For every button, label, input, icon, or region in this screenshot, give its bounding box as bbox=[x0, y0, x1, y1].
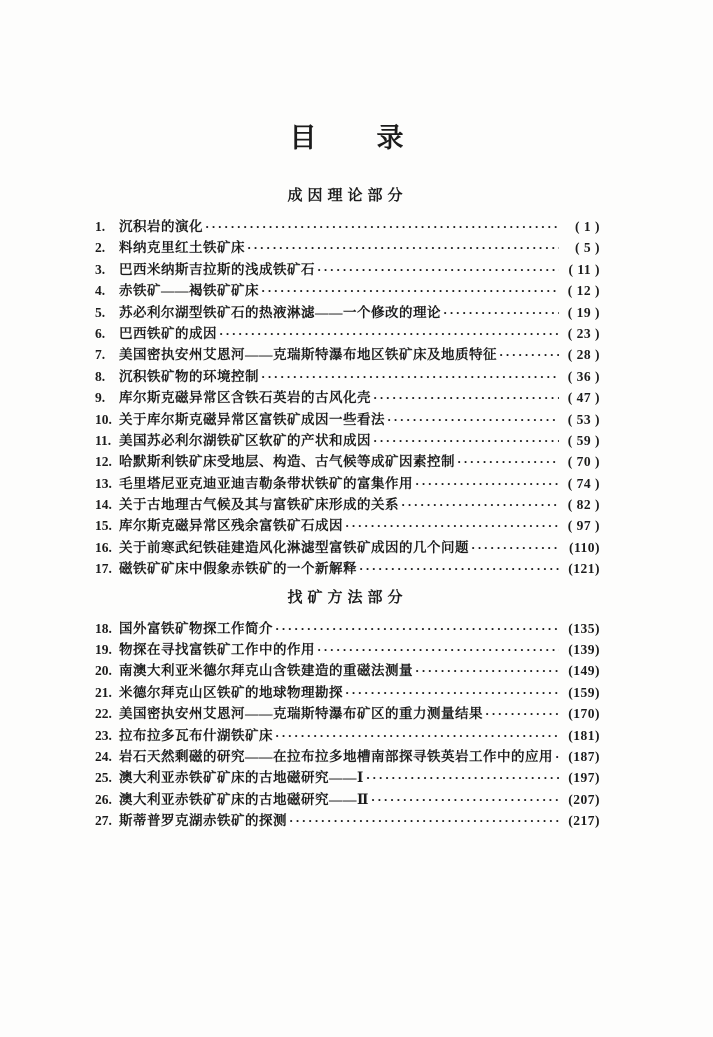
dot-leader bbox=[289, 810, 559, 831]
entry-title: 岩石天然剩磁的研究——在拉布拉多地槽南部探寻铁英岩工作中的应用 bbox=[119, 748, 553, 764]
entry-title: 关于前寒武纪铁硅建造风化淋滤型富铁矿成因的几个问题 bbox=[119, 539, 469, 555]
toc-entry bbox=[95, 494, 600, 515]
entry-page-number: ( 23 ) bbox=[567, 325, 600, 341]
entry-title: 南澳大利亚米德尔拜克山含铁建造的重磁法测量 bbox=[119, 663, 413, 679]
entry-title: 美国密执安州艾恩河——克瑞斯特瀑布地区铁矿床及地质特征 bbox=[119, 347, 497, 363]
dot-leader bbox=[485, 703, 559, 724]
entry-number: 23. bbox=[95, 727, 112, 743]
entry-page-number: (170) bbox=[568, 706, 600, 722]
dot-leader bbox=[371, 789, 559, 810]
entry-number: 11. bbox=[95, 432, 112, 448]
dot-leader bbox=[275, 618, 559, 639]
entry-title: 库尔斯克磁异常区残余富铁矿石成因 bbox=[119, 518, 343, 534]
toc-entry bbox=[95, 682, 600, 703]
entry-title: 赤铁矿——褐铁矿矿床 bbox=[119, 283, 259, 299]
entry-number: 4. bbox=[95, 283, 106, 299]
dot-leader bbox=[205, 216, 559, 237]
dot-leader bbox=[415, 473, 559, 494]
entry-number: 26. bbox=[95, 791, 112, 807]
toc-entry bbox=[95, 810, 600, 831]
entry-page-number: (149) bbox=[568, 663, 600, 679]
toc-entry bbox=[95, 259, 600, 280]
toc-entry bbox=[95, 537, 600, 558]
entry-page-number: (207) bbox=[568, 791, 600, 807]
toc-sections bbox=[95, 186, 600, 832]
dot-leader bbox=[317, 259, 559, 280]
entry-title: 米德尔拜克山区铁矿的地球物理勘探 bbox=[119, 684, 343, 700]
entry-number: 12. bbox=[95, 454, 112, 470]
entry-page-number: ( 19 ) bbox=[567, 304, 600, 320]
entry-number: 27. bbox=[95, 813, 112, 829]
toc-entry bbox=[95, 366, 600, 387]
dot-leader bbox=[261, 366, 559, 387]
toc-entry bbox=[95, 703, 600, 724]
toc-entry bbox=[95, 280, 600, 301]
dot-leader bbox=[219, 323, 559, 344]
dot-leader bbox=[317, 639, 559, 660]
entry-page-number: (197) bbox=[568, 770, 600, 786]
entry-title: 料纳克里红土铁矿床 bbox=[119, 240, 245, 256]
entry-page-number: ( 11 ) bbox=[568, 261, 600, 277]
entry-page-number: (217) bbox=[568, 813, 600, 829]
toc-list bbox=[95, 216, 600, 580]
dot-leader bbox=[345, 515, 559, 536]
page-title: 目 录 bbox=[289, 123, 406, 153]
entry-page-number: (181) bbox=[568, 727, 600, 743]
entry-number: 1. bbox=[95, 219, 106, 234]
entry-title: 澳大利亚赤铁矿矿床的古地磁研究——Ⅱ bbox=[119, 791, 369, 807]
toc-entry bbox=[95, 387, 600, 408]
entry-page-number: ( 36 ) bbox=[567, 368, 600, 384]
entry-title: 沉积岩的演化 bbox=[119, 219, 203, 234]
dot-leader bbox=[401, 494, 559, 515]
entry-title: 沉积铁矿物的环境控制 bbox=[119, 368, 259, 384]
entry-page-number: ( 12 ) bbox=[567, 283, 600, 299]
toc-entry bbox=[95, 237, 600, 258]
entry-number: 7. bbox=[95, 347, 106, 363]
dot-leader bbox=[261, 280, 559, 301]
entry-title: 哈默斯利铁矿床受地层、构造、古气候等成矿因素控制 bbox=[119, 454, 455, 470]
dot-leader bbox=[345, 682, 559, 703]
entry-title: 磁铁矿矿床中假象赤铁矿的一个新解释 bbox=[119, 561, 357, 577]
entry-number: 24. bbox=[95, 748, 112, 764]
entry-page-number: ( 1 ) bbox=[575, 219, 600, 234]
entry-page-number: ( 70 ) bbox=[567, 454, 600, 470]
entry-page-number: ( 5 ) bbox=[575, 240, 600, 256]
toc-entry bbox=[95, 639, 600, 660]
toc-entry bbox=[95, 660, 600, 681]
entry-number: 21. bbox=[95, 684, 112, 700]
entry-page-number: (139) bbox=[568, 642, 600, 658]
toc-entry bbox=[95, 344, 600, 365]
entry-title: 库尔斯克磁异常区含铁石英岩的古风化壳 bbox=[119, 390, 371, 406]
entry-title: 斯蒂普罗克湖赤铁矿的探测 bbox=[119, 813, 287, 829]
toc-section bbox=[95, 588, 600, 832]
entry-title: 关于古地理古气候及其与富铁矿床形成的关系 bbox=[119, 497, 399, 513]
toc-entry bbox=[95, 323, 600, 344]
toc-list bbox=[95, 618, 600, 832]
entry-page-number: ( 74 ) bbox=[567, 475, 600, 491]
entry-number: 14. bbox=[95, 497, 112, 513]
entry-title: 苏必利尔湖型铁矿石的热液淋滤——一个修改的理论 bbox=[119, 304, 441, 320]
entry-number: 6. bbox=[95, 325, 106, 341]
toc-entry bbox=[95, 409, 600, 430]
dot-leader bbox=[499, 344, 559, 365]
entry-number: 15. bbox=[95, 518, 112, 534]
toc-entry bbox=[95, 515, 600, 536]
toc-entry bbox=[95, 767, 600, 788]
entry-title: 澳大利亚赤铁矿矿床的古地磁研究——Ⅰ bbox=[119, 770, 364, 786]
toc-entry bbox=[95, 618, 600, 639]
entry-number: 16. bbox=[95, 539, 112, 555]
entry-number: 10. bbox=[95, 411, 112, 427]
entry-title: 关于库尔斯克磁异常区富铁矿成因一些看法 bbox=[119, 411, 385, 427]
entry-number: 13. bbox=[95, 475, 112, 491]
entry-page-number: (159) bbox=[568, 684, 600, 700]
entry-title: 巴西铁矿的成因 bbox=[119, 325, 217, 341]
toc-entry bbox=[95, 789, 600, 810]
entry-page-number: ( 82 ) bbox=[567, 497, 600, 513]
entry-page-number: (187) bbox=[568, 748, 600, 764]
dot-leader bbox=[359, 558, 559, 579]
dot-leader bbox=[275, 725, 559, 746]
entry-title: 美国苏必利尔湖铁矿区软矿的产状和成因 bbox=[119, 432, 371, 448]
entry-title: 美国密执安州艾恩河——克瑞斯特瀑布矿区的重力测量结果 bbox=[119, 706, 483, 722]
section-header: 找矿方法部分 bbox=[287, 589, 408, 606]
dot-leader bbox=[366, 767, 559, 788]
entry-number: 22. bbox=[95, 706, 112, 722]
toc-section bbox=[95, 186, 600, 580]
entry-number: 3. bbox=[95, 261, 106, 277]
entry-number: 5. bbox=[95, 304, 106, 320]
dot-leader bbox=[457, 451, 559, 472]
toc-entry bbox=[95, 725, 600, 746]
entry-number: 17. bbox=[95, 561, 112, 577]
toc-entry bbox=[95, 302, 600, 323]
entry-page-number: ( 59 ) bbox=[567, 432, 600, 448]
dot-leader bbox=[373, 430, 559, 451]
toc-entry bbox=[95, 473, 600, 494]
entry-title: 毛里塔尼亚克迪亚迪吉勒条带状铁矿的富集作用 bbox=[119, 475, 413, 491]
entry-page-number: (121) bbox=[568, 561, 600, 577]
toc-entry bbox=[95, 558, 600, 579]
toc-entry bbox=[95, 216, 600, 237]
dot-leader bbox=[443, 302, 559, 323]
dot-leader bbox=[247, 237, 559, 258]
dot-leader bbox=[415, 660, 559, 681]
entry-title: 拉布拉多瓦布什湖铁矿床 bbox=[119, 727, 273, 743]
entry-number: 20. bbox=[95, 663, 112, 679]
entry-number: 8. bbox=[95, 368, 106, 384]
dot-leader bbox=[387, 409, 559, 430]
section-header: 成因理论部分 bbox=[287, 188, 408, 204]
entry-title: 国外富铁矿物探工作简介 bbox=[119, 620, 273, 636]
entry-page-number: ( 28 ) bbox=[567, 347, 600, 363]
entry-page-number: (135) bbox=[568, 620, 600, 636]
entry-title: 物探在寻找富铁矿工作中的作用 bbox=[119, 642, 315, 658]
entry-page-number: ( 47 ) bbox=[567, 390, 600, 406]
entry-title: 巴西米纳斯吉拉斯的浅成铁矿石 bbox=[119, 261, 315, 277]
toc-entry bbox=[95, 746, 600, 767]
dot-leader bbox=[555, 746, 559, 767]
entry-number: 2. bbox=[95, 240, 106, 256]
entry-number: 19. bbox=[95, 642, 112, 658]
entry-page-number: ( 53 ) bbox=[567, 411, 600, 427]
entry-number: 25. bbox=[95, 770, 112, 786]
entry-page-number: ( 97 ) bbox=[567, 518, 600, 534]
toc-entry bbox=[95, 451, 600, 472]
entry-number: 9. bbox=[95, 390, 106, 406]
entry-page-number: (110) bbox=[569, 539, 600, 555]
dot-leader bbox=[373, 387, 559, 408]
entry-number: 18. bbox=[95, 620, 112, 636]
toc-entry bbox=[95, 430, 600, 451]
dot-leader bbox=[471, 537, 559, 558]
